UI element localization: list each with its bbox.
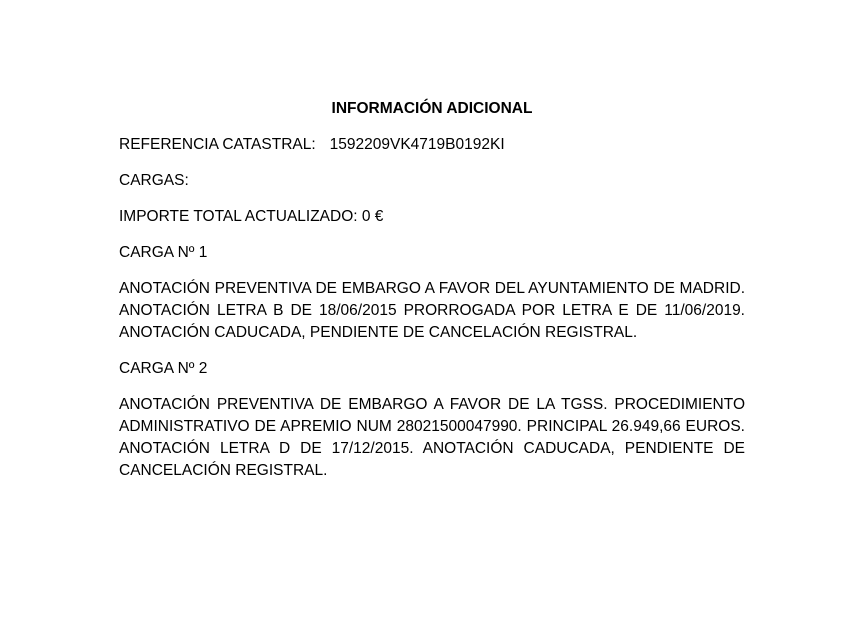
carga-2-heading: CARGA Nº 2 [119,360,208,377]
carga-2-text: ANOTACIÓN PREVENTIVA DE EMBARGO A FAVOR DE LA TGSS. PROCEDIMIENTO ADMINISTRATIVO DE APREMIO NUM 28021500047990. PRINCIPAL 26.949,66 EUROS. ANOTACIÓN LETRA D DE 17/12/2015. ANOTACIÓN CADUCADA, PENDIENTE DE CANCELACIÓN REGISTRAL. [119,396,745,479]
document-body [119,98,745,496]
cargas-label: CARGAS: [119,172,189,189]
referencia-catastral-value: 1592209VK4719B0192KI [329,136,505,153]
document-title: INFORMACIÓN ADICIONAL [331,100,533,117]
referencia-catastral-label: REFERENCIA CATASTRAL: [119,136,316,153]
importe-total: IMPORTE TOTAL ACTUALIZADO: 0 € [119,208,384,225]
referencia-catastral-row [119,134,745,156]
carga-1-heading: CARGA Nº 1 [119,244,208,261]
carga-1-text: ANOTACIÓN PREVENTIVA DE EMBARGO A FAVOR DEL AYUNTAMIENTO DE MADRID. ANOTACIÓN LETRA B DE 18/06/2015 PRORROGADA POR LETRA E DE 11/06/2019. ANOTACIÓN CADUCADA, PENDIENTE DE CANCELACIÓN REGISTRAL. [119,280,745,341]
